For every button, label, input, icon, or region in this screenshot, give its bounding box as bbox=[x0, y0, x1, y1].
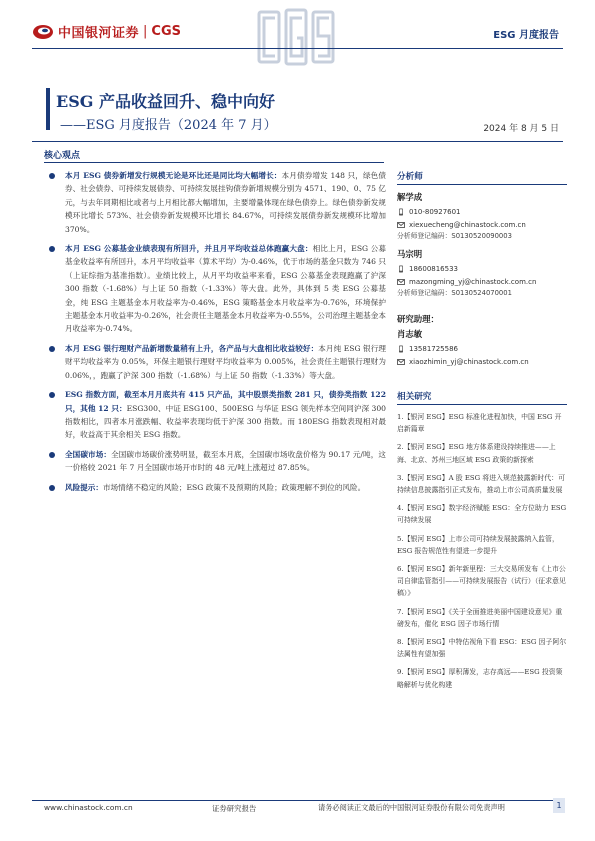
footer-divider bbox=[32, 800, 563, 801]
assistant-name: 肖志敏 bbox=[397, 329, 423, 339]
cgs-watermark bbox=[255, 6, 337, 68]
analyst-registration: 分析师登记编码：S0130524070001 bbox=[397, 289, 512, 297]
assistant-phone: 13581725586 bbox=[409, 345, 458, 353]
bullet-lead: 全国碳市场： bbox=[65, 449, 112, 459]
galaxy-logo-icon bbox=[32, 23, 54, 41]
core-bullet bbox=[48, 388, 386, 442]
bullet-lead: 本月 ESG 债券新增发行规模无论是环比还是同比均大幅增长： bbox=[65, 171, 282, 180]
analyst-name: 解学成 bbox=[397, 192, 423, 202]
core-bullet bbox=[48, 342, 386, 382]
core-bullet bbox=[48, 481, 386, 494]
analyst-card bbox=[397, 248, 567, 299]
logo-separator: | bbox=[143, 24, 148, 39]
report-date: 2024 年 8 月 5 日 bbox=[483, 124, 559, 134]
page-number: 1 bbox=[553, 798, 565, 813]
analyst-card bbox=[397, 191, 567, 242]
analyst-registration: 分析师登记编码：S0130520090003 bbox=[397, 232, 512, 240]
core-bullet bbox=[48, 242, 386, 336]
related-research-item[interactable]: 8.【银河 ESG】中特估视角下看 ESG：ESG 因子阿尔法属性有望加强 bbox=[397, 638, 567, 659]
analyst-phone-row bbox=[397, 263, 567, 276]
assistant-phone-row bbox=[397, 343, 567, 356]
bullet-lead: 风险提示： bbox=[65, 482, 103, 492]
bullet-dot-icon bbox=[49, 246, 55, 252]
analyst-email-row bbox=[397, 276, 567, 289]
bullet-lead: 本月 ESG 银行理财产品新增数量稍有上升，各产品与大盘相比收益较好： bbox=[65, 343, 319, 353]
bullet-dot-icon bbox=[49, 346, 55, 352]
footer-disclaimer: 请务必阅读正文最后的中国银河证券股份有限公司免责声明 bbox=[318, 803, 505, 812]
email-icon bbox=[397, 221, 405, 229]
bullet-lead: 本月 ESG 公募基金业绩表现有所回升，并且月平均收益总体跑赢大盘： bbox=[65, 244, 313, 254]
bullet-text: 全国碳市场碳价涨势明显，截至本月底，全国碳市场收盘价格为 90.17 元/吨，这一价格较 2021 年 7 月全国碳市场开市时的 48 元/吨上涨超过 87.85%。 bbox=[65, 449, 386, 473]
company-logo bbox=[32, 22, 181, 41]
phone-icon bbox=[397, 265, 405, 273]
sidebar bbox=[397, 170, 567, 691]
related-research-item[interactable]: 3.【银河 ESG】A 股 ESG 将进入规范披露新时代：可持续信息披露指引正式发布，推动上市公司高质量发展 bbox=[397, 473, 565, 495]
bullet-lead: ESG 指数方面，截至本月月底共有 415 只产品，其中股票类指数 281 只，债券类指数 122 只，其他 12 只： bbox=[65, 390, 386, 413]
assistant-heading: 研究助理： bbox=[397, 314, 439, 324]
report-title: ESG 产品收益回升、稳中向好 bbox=[56, 92, 275, 111]
report-subtitle: ——ESG 月度报告（2024 年 7 月） bbox=[60, 118, 277, 133]
bullet-text: 相比上月，ESG 公募基金收益率有所回升，本月平均收益率（算术平均）为-0.46%，优于市场的基金只数为 746 只（上证综指为基准指数）。业绩比较上，从月平均收益率来看，ESG 公募基金表现跑赢了沪深 300 指数（-1.68%）与上证 50 指数（-1.33%）等大盘。此外，具体到 5 类 ESG 公募基金，纯 ESG 主题基金本月收益率为-0.46%，ESG 策略基金本月收益率为-0.76%，环境保护主题基金本月收益率为-0.26%，社会责任主题基金本月收益率为-0.55%，公司治理主题基金本月收益率为-0.74%。 bbox=[65, 244, 386, 334]
email-icon bbox=[397, 278, 405, 286]
related-research-item[interactable]: 9.【银河 ESG】厚积薄发，志存高远——ESG 投资策略解析与优化构建 bbox=[397, 668, 563, 689]
core-bullet bbox=[48, 169, 386, 236]
analyst-email[interactable]: mazongming_yj@chinastock.com.cn bbox=[409, 277, 537, 286]
analyst-phone: 010-80927601 bbox=[409, 208, 461, 216]
bullet-text: 市场情绪不稳定的风险；ESG 政策不及预期的风险；政策理解不到位的风险。 bbox=[102, 482, 366, 492]
related-research-item[interactable]: 6.【银河 ESG】新年新里程：三大交易所发布《上市公司自律监管指引——可持续发展报告（试行）（征求意见稿）》 bbox=[397, 565, 566, 598]
core-bullet bbox=[48, 448, 386, 475]
bullet-dot-icon bbox=[49, 452, 55, 458]
related-research-item[interactable]: 2.【银河 ESG】ESG 地方体系建设持续推进——上海、北京、苏州三地区域 ESG 政策的新探索 bbox=[397, 443, 556, 464]
footer-doc-type: 证券研究报告 bbox=[212, 804, 257, 813]
bullet-dot-icon bbox=[49, 392, 55, 398]
analyst-phone: 18600816533 bbox=[409, 265, 458, 273]
title-divider bbox=[32, 141, 563, 142]
title-accent-bar bbox=[46, 88, 50, 130]
assistant-card bbox=[397, 313, 567, 368]
phone-icon bbox=[397, 345, 405, 353]
logo-chinese-name: 中国银河证券 bbox=[58, 26, 140, 41]
analyst-email[interactable]: xiexuecheng@chinastock.com.cn bbox=[409, 220, 526, 229]
header-divider bbox=[32, 48, 563, 49]
analyst-name: 马宗明 bbox=[397, 249, 423, 259]
bullet-dot-icon bbox=[49, 173, 55, 179]
bullet-dot-icon bbox=[49, 485, 55, 491]
phone-icon bbox=[397, 208, 405, 216]
related-research-item[interactable]: 5.【银河 ESG】上市公司可持续发展披露纳入监管，ESG 报告规范性有望进一步提升 bbox=[397, 534, 559, 555]
core-views-list bbox=[48, 169, 386, 500]
related-research-list bbox=[397, 411, 567, 691]
assistant-email-row bbox=[397, 356, 567, 369]
analysts-heading: 分析师 bbox=[397, 170, 567, 185]
related-research-item[interactable]: 1.【银河 ESG】ESG 标准化进程加快，中国 ESG 开启新篇章 bbox=[397, 413, 562, 434]
logo-english-name: CGS bbox=[151, 24, 181, 39]
bullet-text: 本月纯 ESG 银行理财平均收益率为 0.05%，环保主题银行理财平均收益率为 0.005%，社会责任主题银行理财为 0.06%，，跑赢了沪深 300 指数（-1.68%）与上证 50 指数（-1.33%）等大盘。 bbox=[65, 343, 386, 380]
analyst-email-row bbox=[397, 219, 567, 232]
bullet-text: 本月债券增发 148 只，绿色债券、社会债券、可持续发展债券、可持续发展挂钩债券新增规模分别为 4571、190、0、75 亿元，与去年同期相比或者与上月相比都大幅增加，主要增量体现在绿色债券上。绿色债券新发规模环比增长 573%、社会债券新发规模环比增长 84.67%，可持续发展债券新发规模环比增加 370%。 bbox=[65, 171, 386, 234]
footer-website-link[interactable]: www.chinastock.com.cn bbox=[44, 803, 133, 812]
assistant-email[interactable]: xiaozhimin_yj@chinastock.com.cn bbox=[409, 357, 529, 366]
related-research-item[interactable]: 7.【银河 ESG】《关于全面推进美丽中国建设意见》重磅发布，催化 ESG 因子市场行情 bbox=[397, 607, 563, 628]
report-type-label: ESG 月度报告 bbox=[493, 30, 559, 41]
bullet-text: ESG300、中证 ESG100、500ESG 与华证 ESG 领先样本空间同沪深 300 指数相比，四者本月涨跌幅、收益率表现均低于沪深 300 指数。而 180ESG 指数表现相对最好，收益高于其余相关 ESG 指数。 bbox=[65, 403, 386, 440]
core-views-heading: 核心观点 bbox=[44, 151, 81, 161]
email-icon bbox=[397, 358, 405, 366]
core-views-divider bbox=[44, 162, 384, 163]
analyst-phone-row bbox=[397, 206, 567, 219]
related-research-heading: 相关研究 bbox=[397, 390, 567, 405]
related-research-item[interactable]: 4.【银河 ESG】数字经济赋能 ESG：全方位助力 ESG 可持续发展 bbox=[397, 504, 567, 525]
